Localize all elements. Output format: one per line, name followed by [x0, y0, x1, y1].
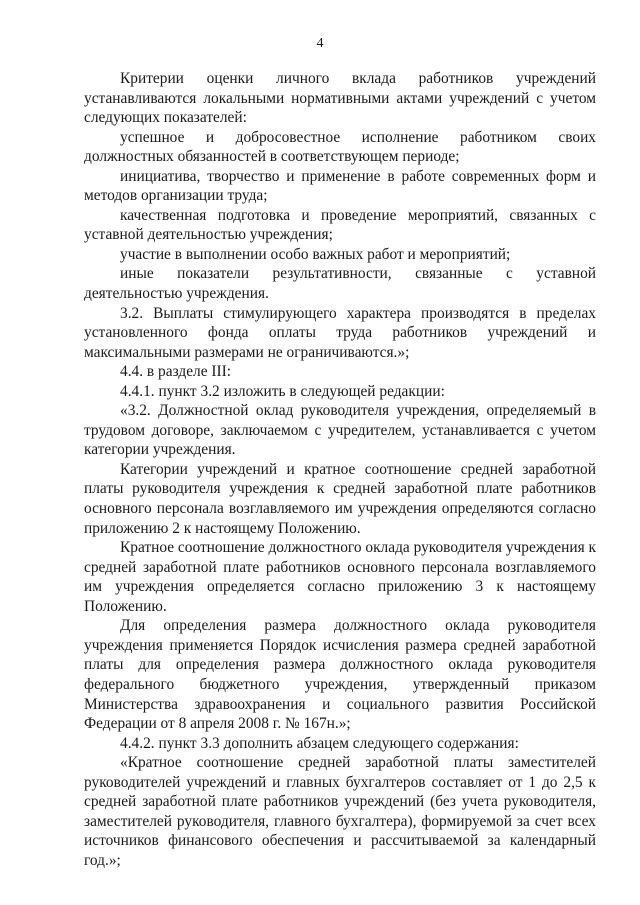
paragraph-list-item-duties: успешное и добросовестное исполнение работником своих должностных обязанностей в соответствующем периоде;: [84, 128, 596, 166]
paragraph-list-item-important-work: участие в выполнении особо важных работ и мероприятий;: [120, 245, 511, 263]
paragraph-list-item-initiative: инициатива, творчество и применение в работе современных форм и методов организации труда;: [84, 167, 596, 205]
paragraph-clause-3-2-payments: 3.2. Выплаты стимулирующего характера производятся в пределах установленного фонда оплаты труда работников учреждений и максимальными размерами не ограничиваются.»;: [84, 304, 596, 361]
document-body: [84, 69, 596, 870]
paragraph-clause-4-4-1: 4.4.1. пункт 3.2 изложить в следующей редакции:: [120, 382, 445, 400]
page-number: 4: [316, 36, 324, 51]
paragraph-categories: Категории учреждений и кратное соотношение средней заработной платы руководителя учреждения к средней заработной плате работников основного персонала возглавляемого им учреждения определяются согласно приложению 2 к настоящему Положению.: [84, 460, 596, 537]
paragraph-salary-head: «3.2. Должностной оклад руководителя учреждения, определяемый в трудовом договоре, заключаемом с учредителем, устанавливается с учетом категории учреждения.: [84, 402, 596, 459]
paragraph-clause-4-4-2: 4.4.2. пункт 3.3 дополнить абзацем следующего содержания:: [120, 734, 519, 752]
paragraph-list-item-events: качественная подготовка и проведение мероприятий, связанных с уставной деятельностью учреждения;: [84, 206, 596, 244]
paragraph-ratio-salary: Кратное соотношение должностного оклада руководителя учреждения к средней заработной плате работников основного персонала возглавляемого им учреждения определяется согласно приложению 3 к настоящему Положению.: [84, 539, 596, 615]
paragraph-list-item-other: иные показатели результативности, связанные с уставной деятельностью учреждения.: [84, 265, 596, 303]
paragraph-criteria-intro: Критерии оценки личного вклада работников учреждений устанавливаются локальными нормативными актами учреждений с учетом следующих показателей:: [84, 70, 596, 127]
paragraph-calculation-order: Для определения размера должностного оклада руководителя учреждения применяется Порядок исчисления размера средней заработной платы для определения размера должностного оклада руководителя федерального бюджетного учреждения, утвержденный приказом Министерства здравоохранения и социального развития Российской Федерации от 8 апреля 2008 г. № 167н.»;: [84, 617, 596, 733]
paragraph-section-4-4: 4.4. в разделе III:: [120, 363, 232, 381]
paragraph-deputies-ratio: «Кратное соотношение средней заработной платы заместителей руководителей учреждений и главных бухгалтеров составляет от 1 до 2,5 к средней заработной плате работников учреждений (без учета руководителя, заместителей руководителя, главного бухгалтера), формируемой за счет всех источников финансового обеспечения и рассчитываемой за календарный год.»;: [84, 754, 596, 869]
